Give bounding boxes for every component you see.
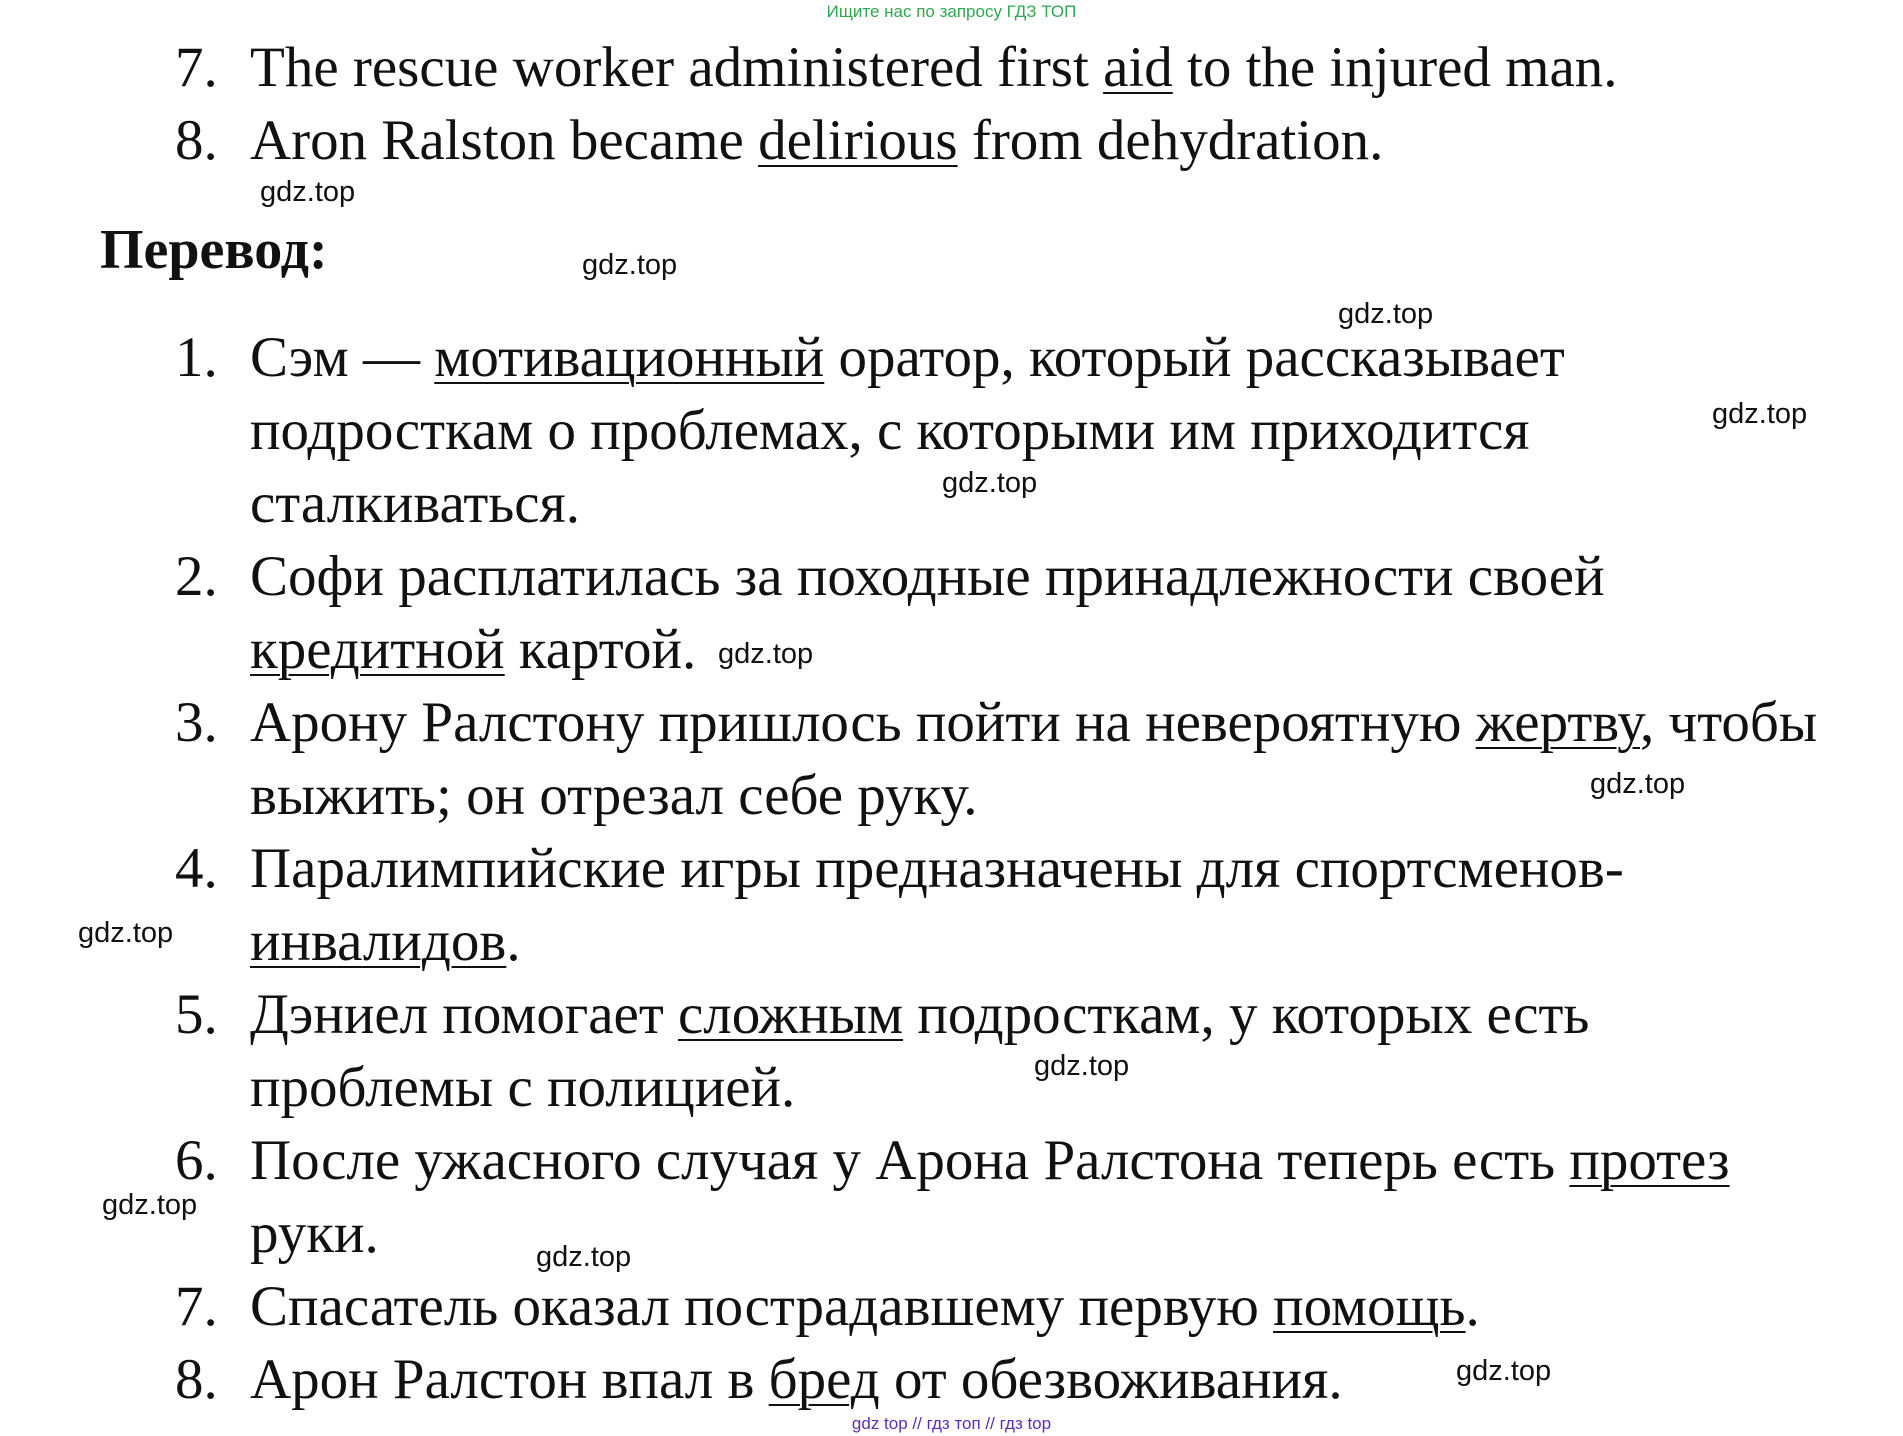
item-text: После ужасного случая у Арона Ралстона теперь есть протез <box>250 1129 1730 1192</box>
watermark: gdz.top <box>1590 768 1686 800</box>
watermark: gdz.top <box>942 467 1038 499</box>
item-number: 3. <box>175 691 218 754</box>
underlined-word: протез <box>1569 1129 1730 1192</box>
item-text: Паралимпийские игры предназначены для спортсменов- <box>250 837 1624 900</box>
underlined-word: инвалидов <box>250 910 507 973</box>
watermark: gdz.top <box>718 638 814 670</box>
watermark: gdz.top <box>536 1241 632 1273</box>
watermark: gdz.top <box>582 249 678 281</box>
watermark: gdz.top <box>78 917 174 949</box>
item-number: 8. <box>175 1348 218 1411</box>
watermark: gdz.top <box>260 176 356 208</box>
top-banner: Ищите нас по запросу ГДЗ ТОП <box>826 2 1077 21</box>
item-text: Сэм — мотивационный оратор, который рассказывает <box>250 326 1565 389</box>
item-text: Арону Ралстону пришлось пойти на невероятную жертву, чтобы <box>250 691 1818 754</box>
item-number: 7. <box>175 36 218 99</box>
translation-heading: Перевод: <box>100 219 328 281</box>
underlined-word: помощь <box>1273 1275 1466 1338</box>
bottom-banner: gdz top // гдз топ // гдз top <box>851 1414 1052 1433</box>
watermark: gdz.top <box>102 1189 198 1221</box>
item-number: 8. <box>175 109 218 172</box>
item-number: 2. <box>175 545 218 608</box>
page: Ищите нас по запросу ГДЗ ТОП 7. The rescue worker administered first aid to the injured man. 8. Aron Ralston became delirious from dehydration. Перевод: 1. Сэм — мотивационный оратор, который рассказывает подросткам о проблемах, с которыми им приходится сталкиваться. 2. Софи расплатилась за походные принадлежности своей кредитной картой. 3. Арону Ралстону пришлось пойти на невероятную жертву, чтобы выжить; он отрезал себе руку. 4. Паралимпийские игры предназначены для спортсменов- инвалидов. 5. Дэниел помогает сложным подросткам, у которых есть проблемы с полицией. 6. После ужасного случая у Арона Ралстона теперь есть протез руки. 7. Спасатель оказал пострадавшему первую помощь. 8. Арон Ралстон впал в бред от обезвоживания. gdz.top gdz.top gdz.top gdz.top gdz.top gdz.top gdz.top gdz.top gdz.top gdz.top gdz.top gdz.top gdz top // гдз топ // гдз top <box>0 0 1903 1436</box>
item-number: 1. <box>175 326 218 389</box>
underlined-word: бред <box>768 1348 880 1411</box>
watermark: gdz.top <box>1338 298 1434 330</box>
item-number: 7. <box>175 1275 218 1338</box>
item-text: Арон Ралстон впал в бред от обезвоживания. <box>250 1348 1343 1411</box>
watermark: gdz.top <box>1034 1050 1130 1082</box>
item-text: The rescue worker administered first aid to the injured man. <box>250 36 1618 99</box>
item-number: 4. <box>175 837 218 900</box>
watermark: gdz.top <box>1456 1355 1552 1387</box>
underlined-word: aid <box>1103 36 1173 99</box>
item-text: Дэниел помогает сложным подросткам, у которых есть <box>250 983 1590 1046</box>
watermark: gdz.top <box>1712 398 1808 430</box>
item-text: Спасатель оказал пострадавшему первую помощь. <box>250 1275 1480 1338</box>
underlined-word: сложным <box>677 983 904 1046</box>
underlined-word: мотивационный <box>434 326 825 389</box>
underlined-word: жертву <box>1475 691 1641 754</box>
underlined-word: delirious <box>758 109 958 172</box>
item-number: 5. <box>175 983 218 1046</box>
item-number: 6. <box>175 1129 218 1192</box>
item-text: Софи расплатилась за походные принадлежности своей <box>250 545 1605 608</box>
underlined-word: кредитной <box>250 618 505 681</box>
item-text: Aron Ralston became delirious from dehydration. <box>250 109 1384 172</box>
